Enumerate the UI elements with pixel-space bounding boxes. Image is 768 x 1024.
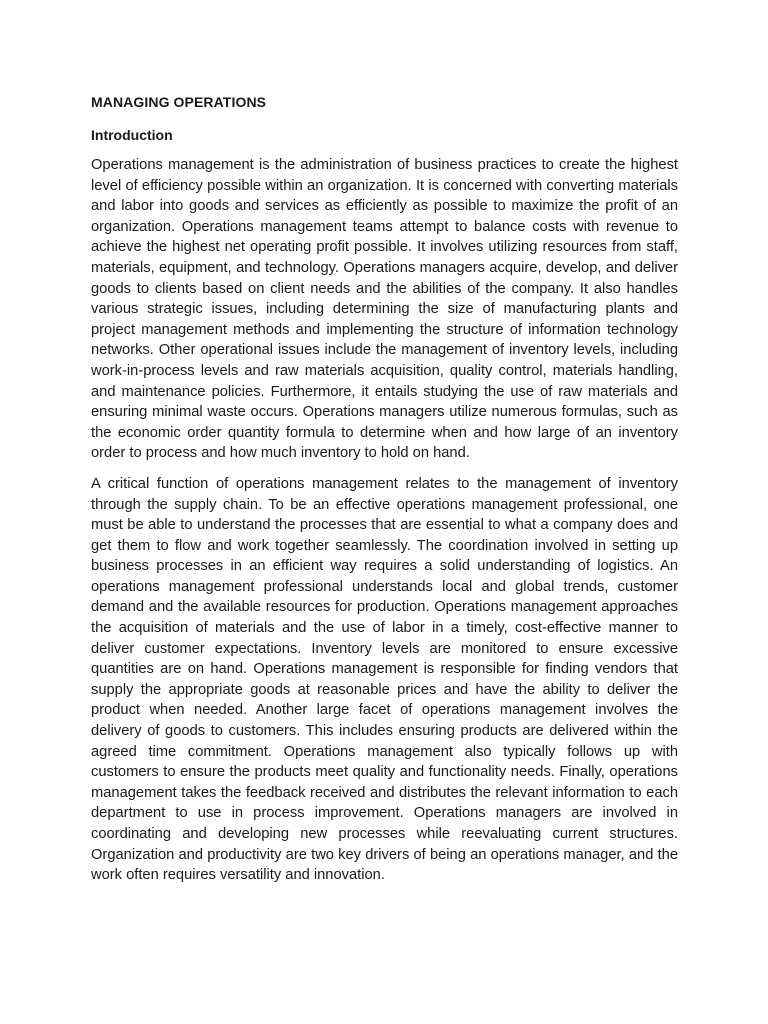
document-body: [91, 91, 678, 886]
paragraph-1: Operations management is the administration of business practices to create the highest level of efficiency possible within an organization. It is concerned with converting materials and labor into goods and services as efficiently as possible to maximize the profit of an organization. Operations management teams attempt to balance costs with revenue to achieve the highest net operating profit possible. It involves utilizing resources from staff, materials, equipment, and technology. Operations managers acquire, develop, and deliver goods to clients based on client needs and the abilities of the company. It also handles various strategic issues, including determining the size of manufacturing plants and project management methods and implementing the structure of information technology networks. Other operational issues include the management of inventory levels, including work-in-process levels and raw materials acquisition, quality control, materials handling, and maintenance policies. Furthermore, it entails studying the use of raw materials and ensuring minimal waste occurs. Operations managers utilize numerous formulas, such as the economic order quantity formula to determine when and how large of an inventory order to process and how much inventory to hold on hand.: [91, 157, 678, 462]
section-heading-introduction: Introduction: [91, 127, 173, 143]
paragraph-2: A critical function of operations management relates to the management of inventory through the supply chain. To be an effective operations management professional, one must be able to understand the processes that are essential to what a company does and get them to flow and work together seamlessly. The coordination involved in setting up business processes in an efficient way requires a solid understanding of logistics. An operations management professional understands local and global trends, customer demand and the available resources for production. Operations management approaches the acquisition of materials and the use of labor in a timely, cost-effective manner to deliver customer expectations. Inventory levels are monitored to ensure excessive quantities are on hand. Operations management is responsible for finding vendors that supply the appropriate goods at reasonable prices and have the ability to deliver the product when needed. Another large facet of operations management involves the delivery of goods to customers. This includes ensuring products are delivered within the agreed time commitment. Operations management also typically follows up with customers to ensure the products meet quality and functionality needs. Finally, operations management takes the feedback received and distributes the relevant information to each department to use in process improvement. Operations managers are involved in coordinating and developing new processes while reevaluating current structures. Organization and productivity are two key drivers of being an operations manager, and the work often requires versatility and innovation.: [91, 475, 678, 884]
document-title: MANAGING OPERATIONS: [91, 94, 267, 110]
